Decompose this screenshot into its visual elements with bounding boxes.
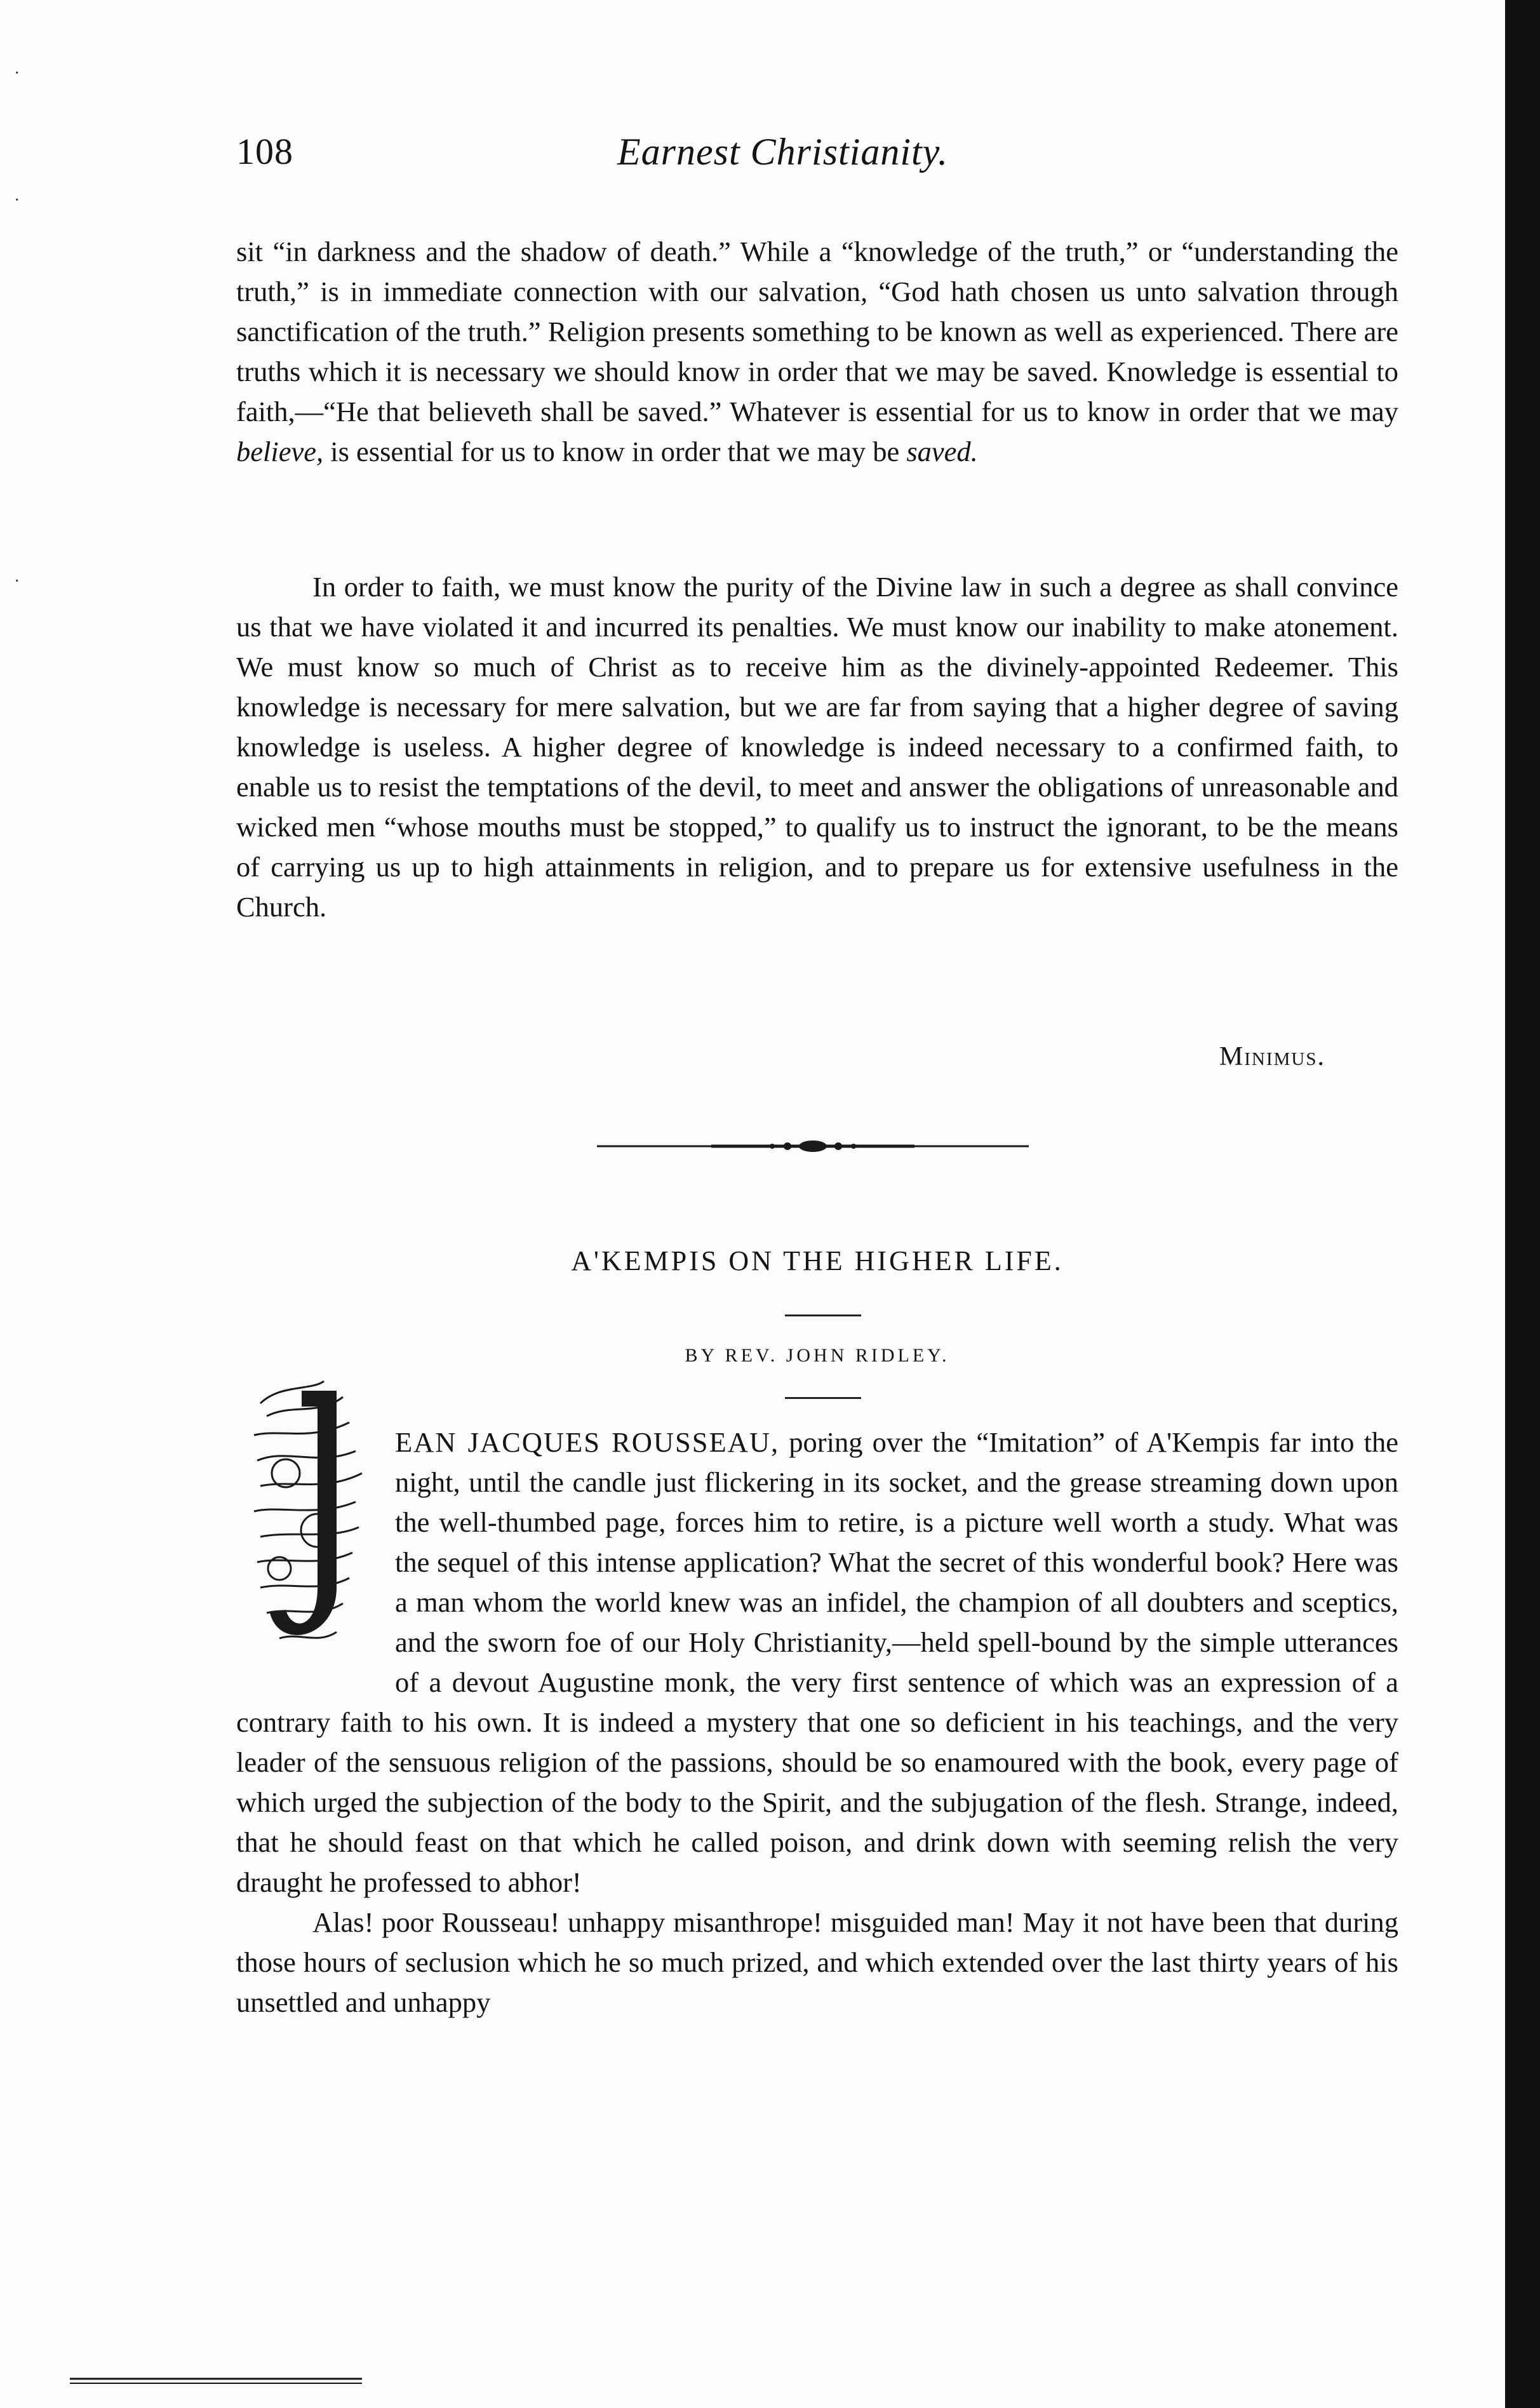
ornament-divider	[597, 1137, 1029, 1156]
paragraph-alas: Alas! poor Rousseau! unhappy misanthrope! misguided man! May it not have been that during those hours of seclusion which he so much prized, and which extended over the last thirty years of his unsettled and unhappy	[236, 1906, 1398, 2018]
italic-word: believe,	[236, 436, 324, 467]
article-body	[236, 1422, 1398, 2023]
paragraph-continued	[236, 232, 1398, 472]
paragraph-rousseau	[236, 1422, 1398, 1903]
drop-cap-spacer	[236, 1422, 395, 1664]
scan-speck: ·	[14, 191, 20, 210]
italic-word: saved.	[906, 436, 978, 467]
running-title: Earnest Christianity.	[617, 131, 949, 173]
paragraph-text: is essential for us to know in order that we may be	[330, 436, 900, 467]
opening-words: EAN JACQUES ROUSSEAU,	[395, 1426, 780, 1458]
page-number: 108	[236, 131, 293, 172]
byline: BY REV. JOHN RIDLEY.	[685, 1345, 950, 1366]
scan-margin-edge	[1505, 0, 1540, 2408]
title-rule	[785, 1314, 861, 1316]
scan-speck: ·	[14, 64, 20, 83]
scan-speck: ·	[14, 572, 20, 591]
author-signature: Minimus.	[1219, 1042, 1325, 1071]
paragraph-faith: In order to faith, we must know the purity of the Divine law in such a degree as shall convince us that we have violated it and incurred its penalties. We must know our inability to make atonement. We must know so much of Christ as to receive him as the divinely-appointed Redeemer. This knowledge is necessary for mere salvation, but we are far from saying that a higher degree of saving knowledge is useless. A higher degree of knowledge is indeed necessary to a confirmed faith, to enable us to resist the temptations of the devil, to meet and answer the obligations of unreasonable and wicked men “whose mouths must be stopped,” to qualify us to instruct the ignorant, to be the means of carrying us up to high attainments in religion, and to prepare us for extensive usefulness in the Church.	[236, 571, 1398, 923]
bottom-scan-rule	[70, 2376, 362, 2386]
paragraph-text: poring over the “Imitation” of A'Kempis far into the night, until the candle just flickering in its socket, and the grease streaming down upon the well-thumbed page, forces him to retire, is a picture well worth a study. What was the sequel of this intense application? What the secret of this wonderful book? Here was a man whom the world knew was an infidel, the champion of all doubters and sceptics, and the sworn foe of our Holy Christianity,—held spell-bound by the simple utterances of a devout Augustine monk, the very first sentence of which was an expression of a contrary faith to his own. It is indeed a mystery that one so deficient in his teachings, and the very leader of the sensuous religion of the passions, should be so enamoured with the book, every page of which urged the subjection of the body to the Spirit, and the subjugation of the flesh. Strange, indeed, that he should feast on that which he called poison, and drink down with seeming relish the very draught he professed to abhor!	[236, 1426, 1398, 1898]
running-head	[236, 130, 1278, 200]
paragraph-text: sit “in darkness and the shadow of death.” While a “knowledge of the truth,” or “understanding the truth,” is in immediate connection with our salvation, “God hath chosen us unto salvation through sanctification of the truth.” Religion presents something to be known as well as experienced. There are truths which it is necessary we should know in order that we may be saved. Knowledge is essential to faith,—“He that believeth shall be saved.” Whatever is essential for us to know in order that we may	[236, 236, 1398, 427]
article-title: A'KEMPIS ON THE HIGHER LIFE.	[571, 1245, 1064, 1276]
byline-rule	[785, 1397, 861, 1399]
